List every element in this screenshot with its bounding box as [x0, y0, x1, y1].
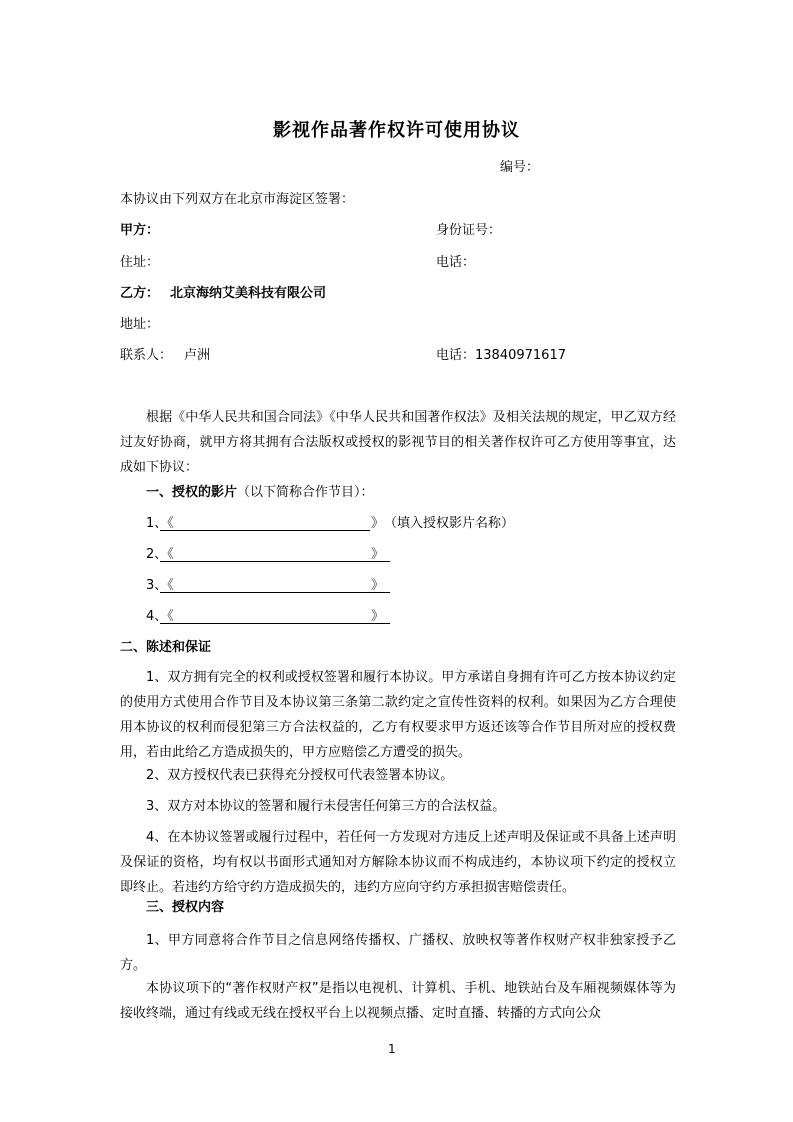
section1-heading — [146, 485, 374, 501]
preamble-paragraph: 根据《中华人民共和国合同法》《中华人民共和国著作权法》及相关法规的规定，甲乙双方经过友好协商，就甲方将其拥有合法版权或授权的影视节目的相关著作权许可乙方使用等事宜，达成如下协议： — [120, 410, 676, 475]
section1-heading-rest: （以下简称合作节目）： — [237, 485, 374, 500]
film-item-2-prefix: 2、《 — [146, 547, 174, 562]
party-a-phone-label: 电话： — [436, 255, 476, 270]
film-item-4-prefix: 4、《 — [146, 609, 174, 624]
section2-paragraph-1: 1、双方拥有完全的权利或授权签署和履行本协议。甲方承诺自身拥有许可乙方按本协议约定的使用方式使用合作节目及本协议第三条第二款约定之宣传性资料的权利。如果因为乙方合理使用本协议的权利而侵犯第三方合法权益的，乙方有权要求甲方返还该等合作节目所对应的授权费用，若由此给乙方造成损失的，甲方应赔偿乙方遭受的损失。 — [120, 670, 676, 760]
film-item-1-blank-line — [160, 530, 370, 531]
party-a-address-label: 住址： — [120, 255, 160, 270]
section3-heading: 三、授权内容 — [146, 900, 225, 915]
party-b-address-label: 地址： — [120, 317, 160, 332]
section2-paragraph-3: 3、双方对本协议的签署和履行未侵害任何第三方的合法权益。 — [146, 799, 506, 814]
number-label: 编号： — [500, 160, 540, 175]
party-b-phone: 电话：13840971617 — [436, 348, 566, 363]
section2-heading: 二、陈述和保证 — [120, 640, 212, 655]
film-item-3-prefix: 3、《 — [146, 578, 174, 593]
section2-paragraph-2: 2、双方授权代表已获得充分授权可代表签署本协议。 — [146, 768, 454, 783]
film-item-4-suffix: 》 — [371, 609, 385, 624]
section3-paragraph-2: 本协议项下的“著作权财产权”是指以电视机、计算机、手机、地铁站台及车厢视频媒体等为接收终端，通过有线或无线在授权平台上以视频点播、定时直播、转播的方式向公众 — [120, 981, 676, 1021]
party-b-contact-label: 联系人： — [120, 348, 173, 363]
party-b-name: 北京海纳艾美科技有限公司 — [170, 286, 327, 301]
film-item-1-suffix: 》 — [371, 516, 385, 531]
section2-paragraph-4: 4、在本协议签署或履行过程中，若任何一方发现对方违反上述声明及保证或不具备上述声明及保证的资格，均有权以书面形式通知对方解除本协议而不构成违约，本协议项下约定的授权立即终止。若违约方给守约方造成损失的，违约方应向守约方承担损害赔偿责任。 — [120, 830, 676, 895]
page-number: 1 — [388, 1042, 396, 1056]
film-item-2-suffix: 》 — [371, 547, 385, 562]
document-title: 影视作品著作权许可使用协议 — [273, 120, 520, 141]
film-item-4-blank-line — [160, 623, 390, 624]
film-item-3-blank-line — [160, 592, 390, 593]
intro-text: 本协议由下列双方在北京市海淀区签署： — [120, 192, 355, 207]
party-b-contact-name: 卢洲 — [184, 348, 211, 363]
film-item-1-prefix: 1、《 — [146, 516, 174, 531]
film-item-3-suffix: 》 — [371, 578, 385, 593]
film-item-2-blank-line — [160, 561, 390, 562]
party-a-label: 甲方： — [120, 223, 160, 238]
party-b-label: 乙方： — [120, 286, 160, 301]
film-item-1-note: （填入授权影片名称） — [384, 516, 515, 531]
section3-paragraph-1: 1、甲方同意将合作节目之信息网络传播权、广播权、放映权等著作权财产权非独家授予乙方。 — [120, 933, 676, 973]
party-a-id-label: 身份证号： — [436, 223, 502, 238]
section1-heading-bold: 一、授权的影片 — [146, 485, 238, 500]
